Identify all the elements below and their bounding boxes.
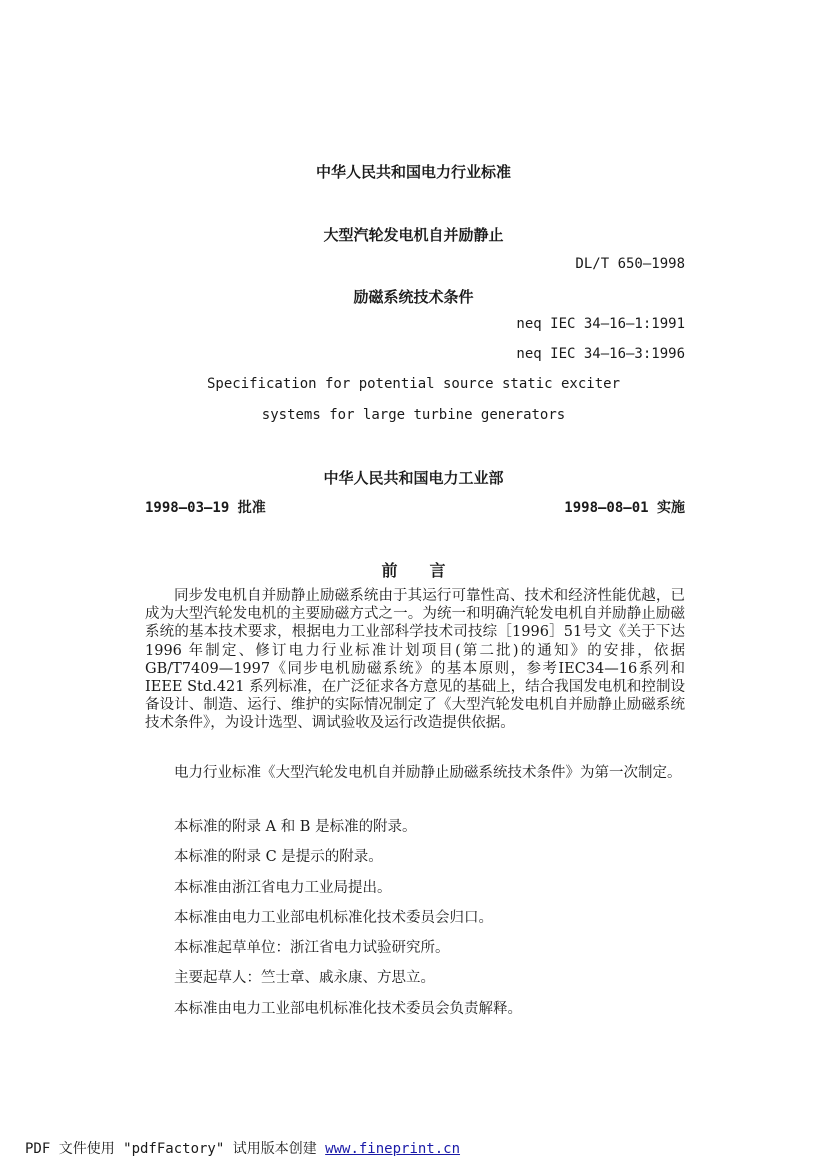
english-title-line2: systems for large turbine generators <box>261 407 566 423</box>
preface-paragraph-1: 同步发电机自并励静止励磁系统由于其运行可靠性高、技术和经济性能优越，已成为大型汽轮发电机的主要励磁方式之一。为统一和明确汽轮发电机自并励静止励磁系统的基本技术要求，根据电力工业部科学技术司技综［1996］51号文《关于下达 1996 年制定、修订电力行业标准计划项目(第二批)的通知》的安排，依据GB/T7409—1997《同步电机励磁系统》的基本原则，参考IEC34—16系列和 IEEE Std.421 系列标准，在广泛征求各方意见的基础上，结合我国发电机和控制设备设计、制造、运行、维护的实际情况制定了《大型汽轮发电机自并励静止励磁系统技术条件》，为设计选型、调试验收及运行改造提供依据。 <box>145 588 685 732</box>
effective-date: 1998—08—01 实施 <box>564 500 685 516</box>
preface-line: 本标准起草单位：浙江省电力试验研究所。 <box>174 940 450 956</box>
reference-iec-1: neq IEC 34—16—1:1991 <box>516 316 685 332</box>
preface-heading: 前 言 <box>381 561 446 580</box>
preface-line: 主要起草人：竺士章、戚永康、方思立。 <box>174 970 435 986</box>
fineprint-link[interactable]: www.fineprint.cn <box>325 1141 461 1157</box>
org-title: 中华人民共和国电力行业标准 <box>315 163 511 181</box>
preface-line: 本标准由电力工业部电机标准化技术委员会负责解释。 <box>174 1001 522 1017</box>
title-line1: 大型汽轮发电机自并励静止 <box>323 226 504 244</box>
title-line2: 励磁系统技术条件 <box>353 288 474 306</box>
approval-date: 1998—03—19 批准 <box>145 500 266 516</box>
preface-line: 本标准由电力工业部电机标准化技术委员会归口。 <box>174 910 493 926</box>
issuer: 中华人民共和国电力工业部 <box>323 469 504 487</box>
preface-line: 本标准的附录 A 和 B 是标准的附录。 <box>174 819 417 835</box>
pdf-footer <box>25 1138 460 1158</box>
standard-number: DL/T 650—1998 <box>575 256 685 272</box>
preface-line: 本标准由浙江省电力工业局提出。 <box>174 880 392 896</box>
english-title-line1: Specification for potential source static exciter <box>206 376 620 392</box>
preface-line: 本标准的附录 C 是提示的附录。 <box>174 849 383 865</box>
preface-paragraph-2: 电力行业标准《大型汽轮发电机自并励静止励磁系统技术条件》为第一次制定。 <box>174 765 682 781</box>
footer-text: PDF 文件使用 "pdfFactory" 试用版本创建 <box>25 1141 326 1157</box>
reference-iec-3: neq IEC 34—16—3:1996 <box>516 346 685 362</box>
